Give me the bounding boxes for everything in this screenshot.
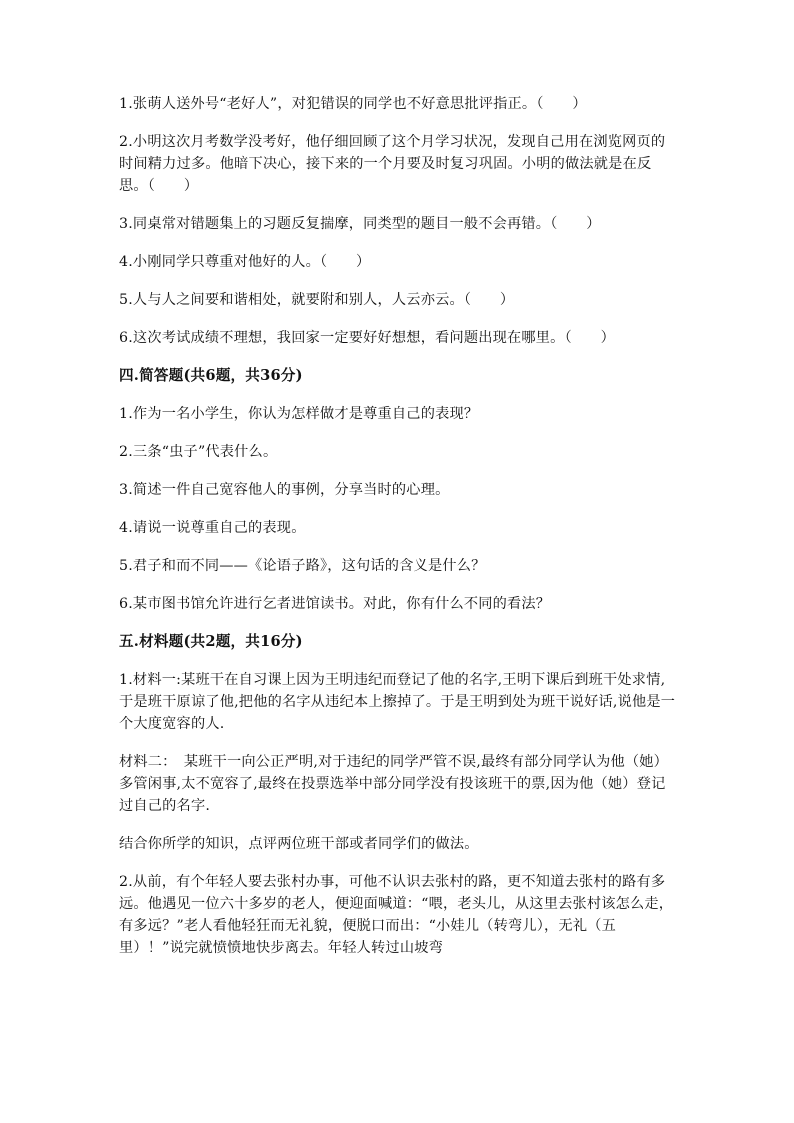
short-answer-item-1: 1.作为一名小学生，你认为怎样做才是尊重自己的表现？ <box>119 406 479 422</box>
judge-item-3: 3.同桌常对错题集上的习题反复揣摩，同类型的题目一般不会再错。（ ） <box>119 216 601 232</box>
judge-item-5: 5.人与人之间要和谐相处，就要附和别人，人云亦云。（ ） <box>119 292 515 308</box>
exam-page <box>119 93 679 959</box>
judge-item-2: 2.小明这次月考数学没考好，他仔细回顾了这个月学习状况，发现自己用在浏览网页的时间精力过多。他暗下决心，接下来的一个月要及时复习巩固。小明的做法就是在反思。（ ） <box>119 134 666 194</box>
material-q1-material-two: 材料二： 某班干一向公正严明,对于违纪的同学严管不误,最终有部分同学认为他（她）多管闲事,太不宽容了,最终在投票选举中部分同学没有投该班干的票,因为他（她）登记过自己的名字. <box>119 754 669 814</box>
material-section <box>119 669 679 959</box>
judge-item-4: 4.小刚同学只尊重对他好的人。（ ） <box>119 254 371 270</box>
section-title-material: 五.材料题(共2题，共16分) <box>119 633 303 650</box>
material-q1-question: 结合你所学的知识，点评两位班干部或者同学们的做法。 <box>119 836 479 852</box>
material-q1-material-one: 1.材料一:某班干在自习课上因为王明违纪而登记了他的名字,王明下课后到班干处求情,于是班干原谅了他,把他的名字从违纪本上擦掉了。于是王明到处为班干说好话,说他是一个大度宽容的人. <box>119 672 676 732</box>
short-answer-item-4: 4.请说一说尊重自己的表现。 <box>119 520 306 536</box>
short-answer-item-5: 5.君子和而不同——《论语子路》，这句话的含义是什么？ <box>119 558 486 574</box>
judge-item-1: 1.张萌人送外号“老好人”，对犯错误的同学也不好意思批评指正。（ ） <box>119 96 587 112</box>
short-answer-item-3: 3.简述一件自己宽容他人的事例，分享当时的心理。 <box>119 482 450 498</box>
short-answer-item-6: 6.某市图书馆允许进行乞者进馆读书。对此，你有什么不同的看法？ <box>119 596 551 612</box>
section-title-short-answer: 四.简答题(共6题，共36分) <box>119 367 303 384</box>
judge-item-6: 6.这次考试成绩不理想，我回家一定要好好想想，看问题出现在哪里。（ ） <box>119 330 616 346</box>
material-q2-text: 2.从前，有个年轻人要去张村办事，可他不认识去张村的路，更不知道去张村的路有多远。他遇见一位六十多岁的老人，便迎面喊道：“喂，老头儿，从这里去张村该怎么走，有多远？”老人看他轻狂而无礼貌，便脱口而出：“小娃儿（转弯儿），无礼（五里）！”说完就愤愤地快步离去。年轻人转过山坡弯 <box>119 874 674 956</box>
short-answer-item-2: 2.三条“虫子”代表什么。 <box>119 444 278 460</box>
short-answer-section <box>119 403 679 615</box>
judge-section <box>119 93 679 349</box>
